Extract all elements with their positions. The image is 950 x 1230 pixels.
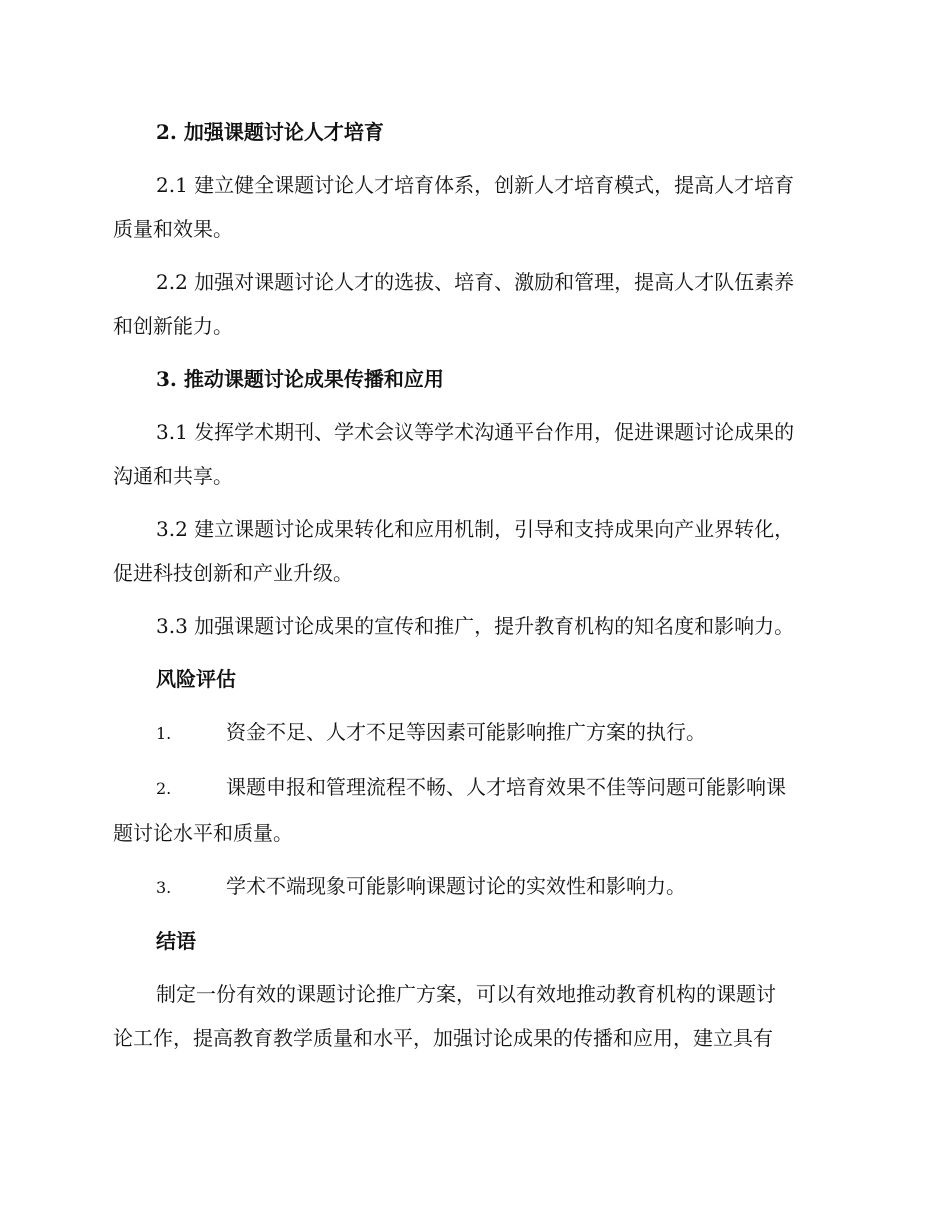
section-heading: 3. 推动课题讨论成果传播和应用: [156, 367, 444, 391]
paragraph-line: 沟通和共享。: [113, 464, 233, 488]
list-number: 2.: [156, 779, 172, 798]
paragraph-line: 3.1 发挥学术期刊、学术会议等学术沟通平台作用，促进课题讨论成果的: [156, 420, 795, 444]
paragraph-line: 促进科技创新和产业升级。: [113, 561, 353, 585]
list-text: 学术不端现象可能影响课题讨论的实效性和影响力。: [226, 874, 686, 898]
paragraph: [113, 507, 841, 595]
paragraph: [113, 260, 841, 348]
paragraph-line: 制定一份有效的课题讨论推广方案，可以有效地推动教育机构的课题讨: [156, 982, 776, 1006]
list-item: [113, 765, 841, 855]
paragraph-line: 2.1 建立健全课题讨论人才培育体系，创新人才培育模式，提高人才培育: [156, 173, 795, 197]
paragraph-line: 论工作，提高教育教学质量和水平，加强讨论成果的传播和应用，建立具有: [113, 1026, 773, 1050]
paragraph: [113, 604, 841, 648]
list-number: 3.: [156, 878, 172, 897]
risk-heading: 风险评估: [156, 667, 236, 691]
list-number: 1.: [156, 724, 172, 743]
list-text: 课题申报和管理流程不畅、人才培育效果不佳等问题可能影响课: [226, 775, 786, 799]
list-item: [113, 864, 841, 910]
paragraph-line: 质量和效果。: [113, 217, 233, 241]
paragraph: [113, 163, 841, 251]
conclusion-heading: 结语: [156, 929, 196, 953]
document-body: [113, 110, 841, 1069]
paragraph: [113, 972, 841, 1060]
list-text: 资金不足、人才不足等因素可能影响推广方案的执行。: [226, 720, 706, 744]
list-item: [113, 710, 841, 756]
paragraph-line: 2.2 加强对课题讨论人才的选拔、培育、激励和管理，提高人才队伍素养: [156, 270, 795, 294]
paragraph-line: 和创新能力。: [113, 314, 233, 338]
paragraph: [113, 410, 841, 498]
list-text: 题讨论水平和质量。: [113, 821, 293, 845]
paragraph-line: 3.2 建立课题讨论成果转化和应用机制，引导和支持成果向产业界转化，: [156, 517, 795, 541]
section-heading: 2. 加强课题讨论人才培育: [156, 120, 384, 144]
paragraph-line: 3.3 加强课题讨论成果的宣传和推广，提升教育机构的知名度和影响力。: [156, 614, 795, 638]
